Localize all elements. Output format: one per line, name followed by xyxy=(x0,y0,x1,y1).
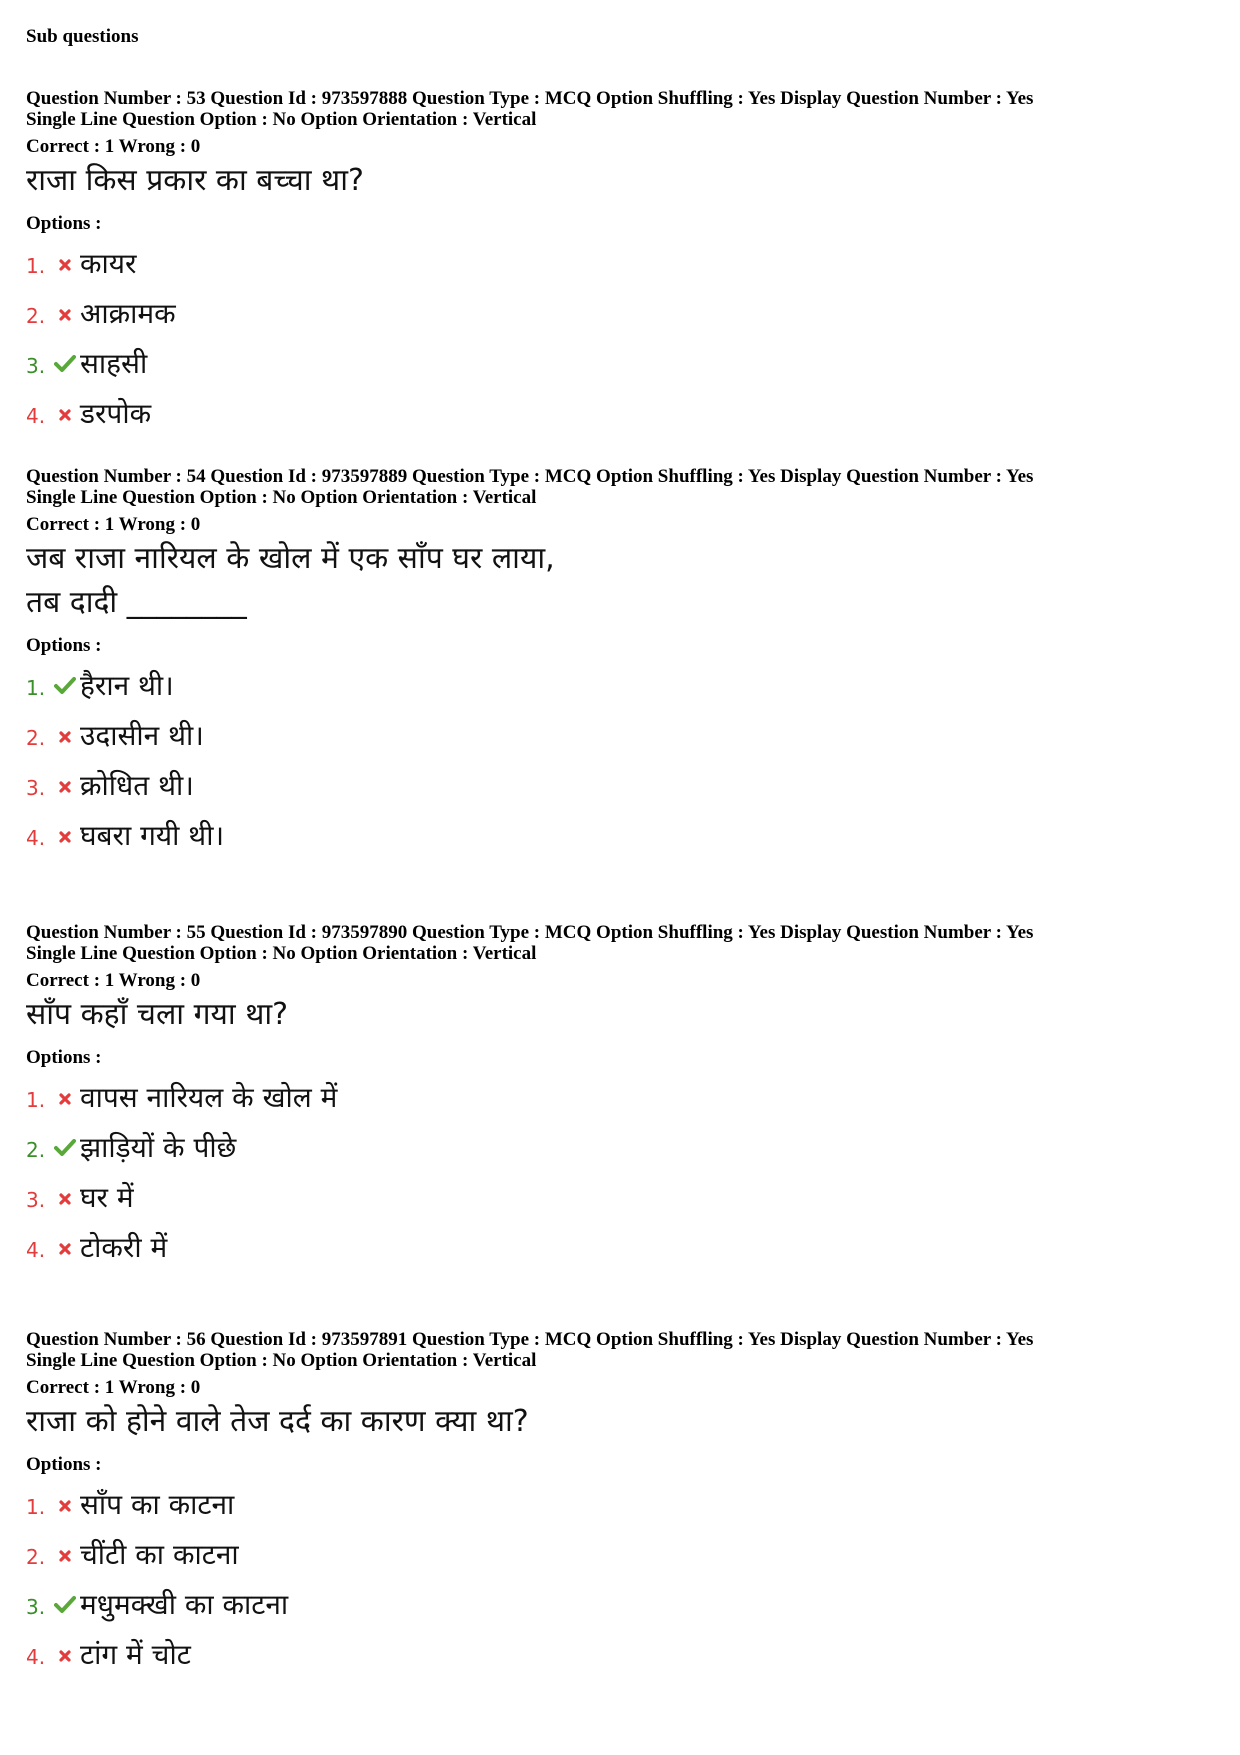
option-number: 2. xyxy=(26,1138,46,1162)
option-number: 3. xyxy=(26,354,46,378)
option-text: वापस नारियल के खोल में xyxy=(80,1081,338,1114)
option-row[interactable] xyxy=(26,384,1216,434)
cross-icon xyxy=(50,780,80,806)
question-meta-line-2: Single Line Question Option : No Option Orientation : Vertical xyxy=(26,943,537,964)
option-row[interactable] xyxy=(26,656,1216,706)
options-label: Options : xyxy=(26,1454,102,1475)
cross-icon xyxy=(50,1549,80,1575)
option-text: आक्रामक xyxy=(80,297,176,330)
options-label: Options : xyxy=(26,213,102,234)
cross-icon xyxy=(50,1092,80,1118)
option-text: मधुमक्खी का काटना xyxy=(80,1588,289,1621)
cross-icon xyxy=(50,730,80,756)
option-number: 4. xyxy=(26,1645,46,1669)
cross-icon xyxy=(50,308,80,334)
marking-scheme: Correct : 1 Wrong : 0 xyxy=(26,514,201,535)
question-block-53 xyxy=(26,88,1216,434)
question-meta-line-2: Single Line Question Option : No Option Orientation : Vertical xyxy=(26,109,537,130)
question-meta-line-2: Single Line Question Option : No Option Orientation : Vertical xyxy=(26,1350,537,1371)
option-row[interactable] xyxy=(26,1575,1216,1625)
option-row[interactable] xyxy=(26,1068,1216,1118)
option-text: घबरा गयी थी। xyxy=(80,819,225,852)
question-text: साँप कहाँ चला गया था? xyxy=(26,997,289,1032)
question-meta-line-1: Question Number : 56 Question Id : 973597891 Question Type : MCQ Option Shuffling : Yes Display Question Number : Yes xyxy=(26,1329,1034,1350)
option-number: 1. xyxy=(26,676,46,700)
cross-icon xyxy=(50,1649,80,1675)
option-text: झाड़ियों के पीछे xyxy=(80,1131,237,1164)
option-text: साँप का काटना xyxy=(80,1488,235,1521)
option-number: 3. xyxy=(26,1188,46,1212)
option-row[interactable] xyxy=(26,1625,1216,1675)
marking-scheme: Correct : 1 Wrong : 0 xyxy=(26,970,201,991)
page-heading: Sub questions xyxy=(26,26,139,47)
question-block-54 xyxy=(26,466,1216,856)
option-row[interactable] xyxy=(26,1168,1216,1218)
option-number: 2. xyxy=(26,726,46,750)
option-row[interactable] xyxy=(26,1525,1216,1575)
question-text: राजा को होने वाले तेज दर्द का कारण क्या था? xyxy=(26,1404,529,1439)
option-number: 3. xyxy=(26,776,46,800)
cross-icon xyxy=(50,258,80,284)
option-text: डरपोक xyxy=(80,397,152,430)
cross-icon xyxy=(50,1499,80,1525)
option-number: 3. xyxy=(26,1595,46,1619)
option-row[interactable] xyxy=(26,334,1216,384)
cross-icon xyxy=(50,1192,80,1218)
option-number: 1. xyxy=(26,1495,46,1519)
question-block-56 xyxy=(26,1329,1216,1675)
cross-icon xyxy=(50,830,80,856)
option-number: 4. xyxy=(26,826,46,850)
marking-scheme: Correct : 1 Wrong : 0 xyxy=(26,1377,201,1398)
option-text: कायर xyxy=(80,247,137,280)
option-number: 2. xyxy=(26,304,46,328)
option-text: साहसी xyxy=(80,347,148,380)
option-row[interactable] xyxy=(26,756,1216,806)
option-number: 1. xyxy=(26,1088,46,1112)
option-row[interactable] xyxy=(26,284,1216,334)
option-text: घर में xyxy=(80,1181,134,1214)
marking-scheme: Correct : 1 Wrong : 0 xyxy=(26,136,201,157)
question-meta-line-1: Question Number : 53 Question Id : 973597888 Question Type : MCQ Option Shuffling : Yes Display Question Number : Yes xyxy=(26,88,1034,109)
option-text: हैरान थी। xyxy=(80,669,174,702)
options-label: Options : xyxy=(26,1047,102,1068)
options-label: Options : xyxy=(26,635,102,656)
option-number: 4. xyxy=(26,404,46,428)
question-text: राजा किस प्रकार का बच्चा था? xyxy=(26,163,364,198)
cross-icon xyxy=(50,1242,80,1268)
option-row[interactable] xyxy=(26,806,1216,856)
question-meta-line-1: Question Number : 54 Question Id : 973597889 Question Type : MCQ Option Shuffling : Yes Display Question Number : Yes xyxy=(26,466,1034,487)
option-row[interactable] xyxy=(26,1118,1216,1168)
question-meta-line-2: Single Line Question Option : No Option Orientation : Vertical xyxy=(26,487,537,508)
question-text: जब राजा नारियल के खोल में एक साँप घर लाया, तब दादी ________ xyxy=(26,541,555,620)
check-icon xyxy=(50,1138,80,1168)
option-text: क्रोधित थी। xyxy=(80,769,194,802)
option-row[interactable] xyxy=(26,706,1216,756)
option-text: टोकरी में xyxy=(80,1231,168,1264)
option-number: 1. xyxy=(26,254,46,278)
check-icon xyxy=(50,1595,80,1625)
question-meta-line-1: Question Number : 55 Question Id : 973597890 Question Type : MCQ Option Shuffling : Yes Display Question Number : Yes xyxy=(26,922,1034,943)
option-row[interactable] xyxy=(26,234,1216,284)
check-icon xyxy=(50,354,80,384)
option-text: उदासीन थी। xyxy=(80,719,204,752)
option-row[interactable] xyxy=(26,1218,1216,1268)
option-number: 2. xyxy=(26,1545,46,1569)
check-icon xyxy=(50,676,80,706)
cross-icon xyxy=(50,408,80,434)
option-number: 4. xyxy=(26,1238,46,1262)
option-row[interactable] xyxy=(26,1475,1216,1525)
option-text: टांग में चोट xyxy=(80,1638,191,1671)
question-block-55 xyxy=(26,922,1216,1268)
option-text: चींटी का काटना xyxy=(80,1538,239,1571)
